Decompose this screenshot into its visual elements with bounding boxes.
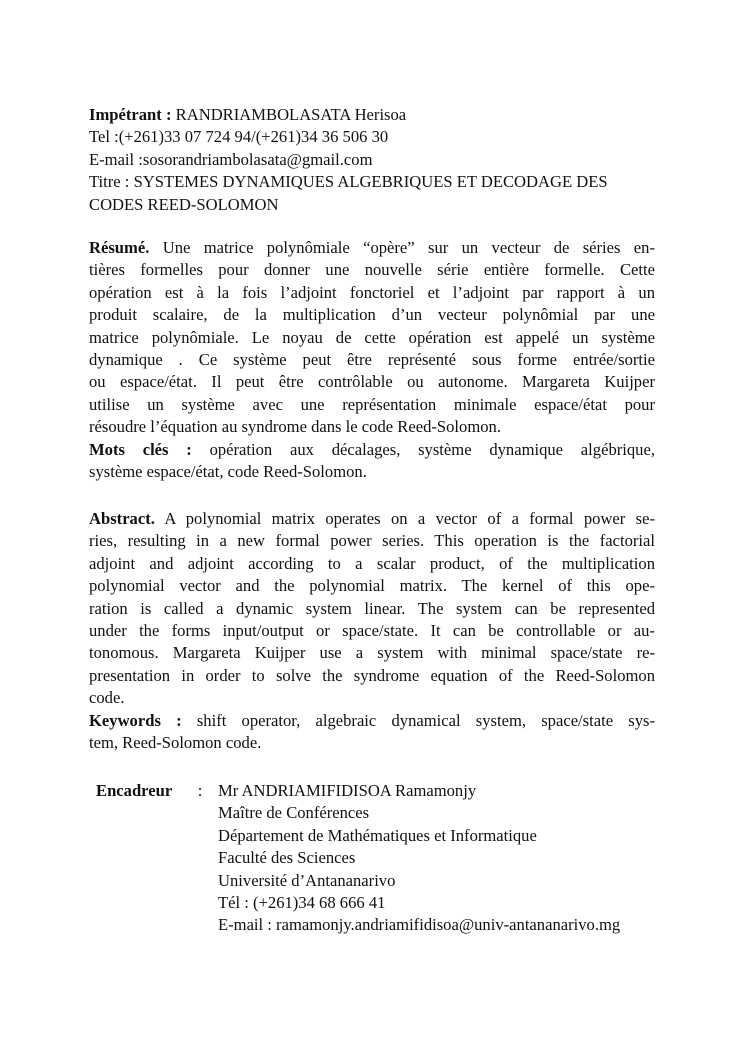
thesis-title-line-2: CODES REED-SOLOMON bbox=[89, 194, 279, 214]
abstract-line: adjoint and adjoint according to a scalar product, of the multiplication bbox=[89, 553, 655, 573]
supervisor-details bbox=[218, 780, 620, 937]
applicant-tel: Tel :(+261)33 07 724 94/(+261)34 36 506 30 bbox=[89, 127, 389, 147]
supervisor-faculty: Faculté des Sciences bbox=[218, 848, 356, 868]
resume-line: tières formelles pour donner une nouvelle série entière formelle. Cette bbox=[89, 260, 655, 280]
abstract-line: ration is called a dynamic system linear. The system can be represented bbox=[89, 598, 655, 618]
abstract-keywords-line: tem, Reed-Solomon code. bbox=[89, 733, 262, 753]
abstract-line: under the forms input/output or space/state. It can be controllable or au- bbox=[89, 621, 655, 641]
supervisor-department: Département de Mathématiques et Informatique bbox=[218, 825, 537, 845]
resume-line: produit scalaire, de la multiplication d’un vecteur polynômial par une bbox=[89, 305, 655, 325]
applicant-info bbox=[89, 104, 655, 216]
supervisor-block bbox=[96, 780, 716, 937]
abstract-label: Abstract. bbox=[89, 509, 155, 528]
applicant-line bbox=[89, 104, 655, 126]
applicant-label: Impétrant : bbox=[89, 105, 172, 124]
resume-keywords-line: Mots clés : opération aux décalages, système dynamique algébrique, bbox=[89, 439, 655, 459]
abstract-line: presentation in order to solve the syndrome equation of the Reed-Solomon bbox=[89, 665, 655, 685]
supervisor-university: Université d’Antananarivo bbox=[218, 870, 396, 890]
resume-line: utilise un système avec une représentation minimale espace/état pour bbox=[89, 394, 655, 414]
abstract-section bbox=[89, 508, 655, 754]
resume-line: matrice polynômiale. Le noyau de cette opération est appelé un système bbox=[89, 327, 655, 347]
supervisor-rank: Maître de Conférences bbox=[218, 803, 370, 823]
supervisor-colon: : bbox=[197, 781, 203, 800]
resume-line: ou espace/état. Il peut être contrôlable ou autonome. Margareta Kuijper bbox=[89, 372, 655, 392]
abstract-line: polynomial vector and the polynomial matrix. The kernel of this ope- bbox=[89, 576, 655, 596]
abstract-line: code. bbox=[89, 688, 125, 708]
supervisor-tel: Tél : (+261)34 68 666 41 bbox=[218, 893, 386, 913]
abstract-line: tonomous. Margareta Kuijper use a system with minimal space/state re- bbox=[89, 643, 655, 663]
abstract-keywords-label: Keywords : bbox=[89, 710, 182, 730]
applicant-email: E-mail :sosorandriambolasata@gmail.com bbox=[89, 149, 373, 169]
resume-line: dynamique . Ce système peut être représenté sous forme entrée/sortie bbox=[89, 350, 655, 370]
resume-section bbox=[89, 237, 655, 483]
applicant-name: RANDRIAMBOLASATA Herisoa bbox=[175, 105, 407, 124]
supervisor-name: Mr ANDRIAMIFIDISOA Ramamonjy bbox=[218, 781, 477, 800]
resume-keywords-line: système espace/état, code Reed-Solomon. bbox=[89, 462, 367, 482]
resume-line: opération est à la fois l’adjoint fonctoriel et l’adjoint par rapport à un bbox=[89, 282, 655, 302]
abstract-line: Abstract. A polynomial matrix operates on a vector of a formal power se- bbox=[89, 509, 656, 528]
supervisor-label: Encadreur bbox=[96, 781, 173, 800]
thesis-title-line-1: Titre : SYSTEMES DYNAMIQUES ALGEBRIQUES ET DECODAGE DES bbox=[89, 172, 608, 192]
resume-line: résoudre l’équation au syndrome dans le code Reed-Solomon. bbox=[89, 417, 501, 437]
resume-keywords-label: Mots clés : bbox=[89, 439, 192, 459]
abstract-keywords-line: Keywords : shift operator, algebraic dynamical system, space/state sys- bbox=[89, 710, 656, 730]
resume-line: Résumé. Une matrice polynômiale “opère” sur un vecteur de séries en- bbox=[89, 238, 655, 257]
resume-label: Résumé. bbox=[89, 238, 150, 257]
abstract-line: ries, resulting in a new formal power series. This operation is the factorial bbox=[89, 531, 655, 551]
supervisor-email: E-mail : ramamonjy.andriamifidisoa@univ-antananarivo.mg bbox=[218, 915, 621, 935]
